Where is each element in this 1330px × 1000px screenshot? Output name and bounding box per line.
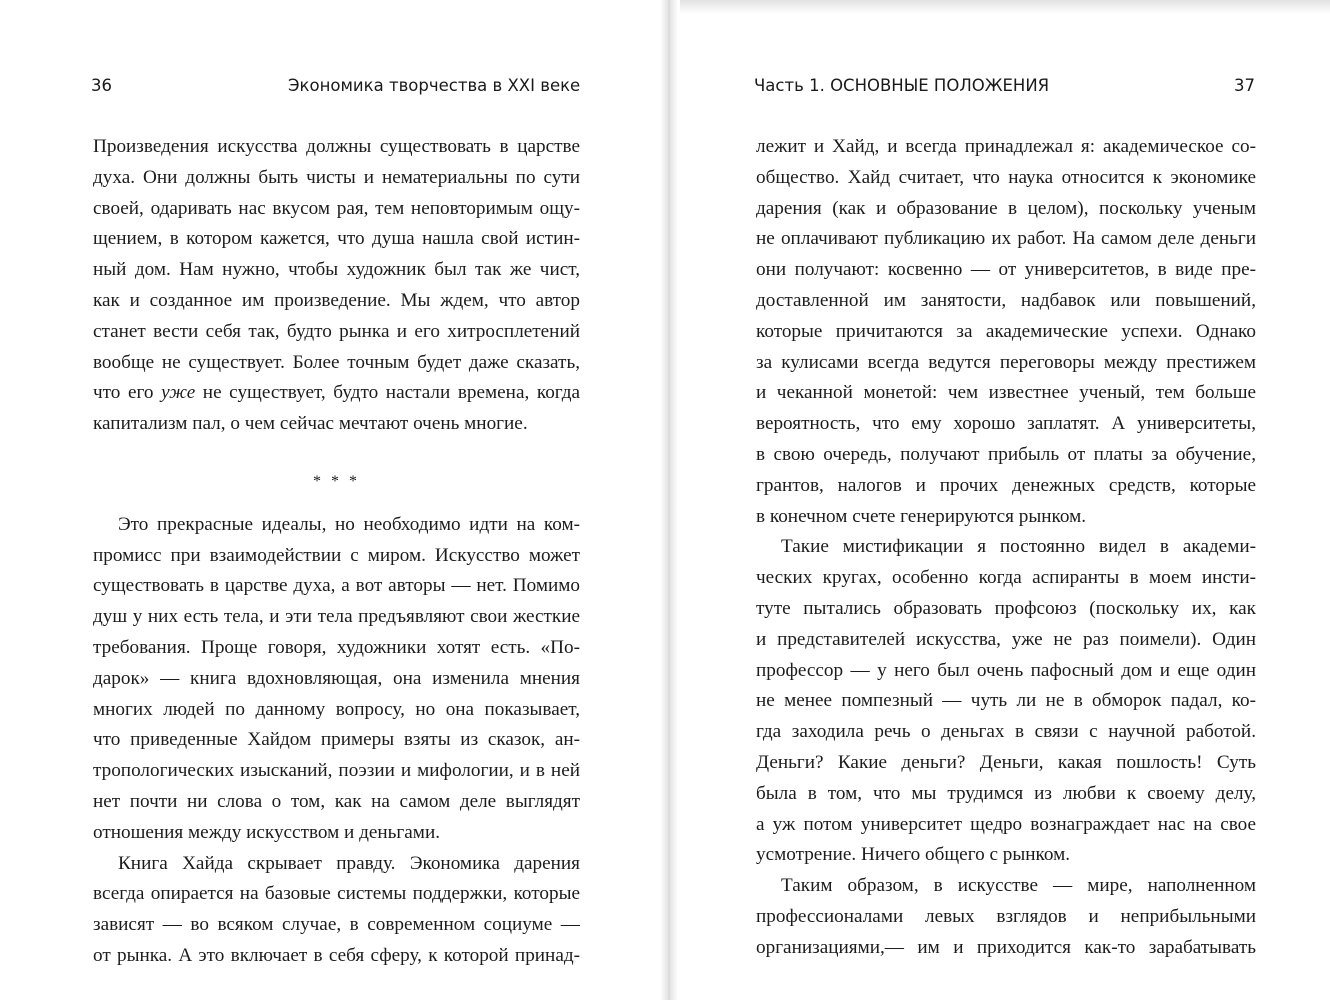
text-line: ный дом. Нам нужно, чтобы художник был так же чист,	[93, 259, 580, 281]
text-line: душ у них есть тела, и эти тела предъявляют свои жесткие	[93, 606, 580, 628]
text-line: Это прекрасные идеалы, но необходимо идти на ком-	[118, 513, 580, 535]
text-line: дарения (как и образование в целом), поскольку ученым	[756, 197, 1256, 219]
text-line: станет вести себя так, будто рынка и его хитросплетений	[93, 320, 580, 342]
text-line: лежит и Хайд, и всегда принадлежал я: академическое со-	[756, 136, 1256, 157]
paragraph	[756, 132, 1256, 532]
text-line: в свою очередь, получают прибыль от платы за обучение,	[756, 443, 1256, 465]
paragraph	[93, 132, 580, 440]
text-line: Произведения искусства должны существовать в царстве	[93, 136, 580, 157]
text-line: нет почти ни слова о том, как на самом деле выглядят	[93, 790, 580, 812]
text-line: и представителей искусства, уже не раз поимели). Один	[756, 628, 1256, 650]
page-body	[756, 132, 1256, 964]
text-line: существовать в царстве духа, а вот авторы — нет. Помимо	[93, 575, 580, 597]
text-line: промисс при взаимодействии с миром. Искусство может	[93, 544, 580, 566]
paragraph	[756, 532, 1256, 871]
text-line: капитализм пал, о чем сейчас мечтают очень многие.	[93, 413, 528, 435]
text-line: гда заходила речь о деньгах в связи с научной работой.	[756, 721, 1256, 743]
text-line: в конечном счете генерируются рынком.	[756, 505, 1087, 527]
text-line: вероятность, что ему хорошо заплатят. А университеты,	[756, 413, 1256, 435]
emphasized-word: уже	[161, 382, 196, 404]
text-line: общество. Хайд считает, что наука относится к экономике	[756, 166, 1256, 188]
text-line: своей, одаривать нас вкусом рая, тем неповторимым ощу-	[93, 197, 580, 219]
text-line: усмотрение. Ничего общего с рынком.	[756, 844, 1071, 866]
text-line: отношения между искусством и деньгами.	[93, 821, 441, 843]
text-line: профессионалами левых взглядов и неприбыльными	[756, 905, 1256, 927]
left-page	[0, 0, 660, 1000]
text-line: требования. Проще говоря, художники хотят есть. «По-	[93, 636, 580, 658]
text-line: Таким образом, в искусстве — мире, наполненном	[781, 875, 1256, 897]
text-line: и чеканной монетой: чем известнее ученый, тем больше	[756, 382, 1256, 404]
paragraph	[93, 510, 580, 849]
running-head: Экономика творчества в XXI веке	[288, 76, 581, 95]
text-line: зависят — во всяком случае, в современном социуме —	[93, 914, 580, 936]
text-line: щением, в котором кажется, что душа нашла свой истин-	[93, 228, 580, 250]
text-line: профессор — у него был очень пафосный дом и еще один	[756, 659, 1256, 681]
running-head: Часть 1. ОСНОВНЫЕ ПОЛОЖЕНИЯ	[754, 76, 1050, 95]
text-line: не оплачивают публикацию их работ. На самом деле деньги	[756, 228, 1256, 250]
text-line: Деньги? Какие деньги? Деньги, какая пошлость! Суть	[756, 751, 1256, 773]
text-line: Книга Хайда скрывает правду. Экономика дарения	[118, 852, 580, 874]
text-line: от рынка. А это включает в себя сферу, к которой принад-	[93, 944, 580, 966]
text-line: которые причитаются за академические успехи. Однако	[756, 320, 1256, 342]
right-page	[678, 0, 1330, 1000]
text-line: духа. Они должны быть чисты и нематериальны по сути	[93, 166, 580, 188]
text-line: а уж потом университет щедро вознаграждает нас на свое	[756, 813, 1256, 835]
text-line: тропологических изысканий, поэзии и мифологии, и в ней	[93, 760, 580, 782]
text-line: как и созданное им произведение. Мы ждем, что автор	[93, 289, 580, 311]
page-number: 36	[91, 76, 112, 95]
text-line: ческих кругах, особенно когда аспиранты в моем инсти-	[756, 567, 1256, 589]
text-line: они получают: косвенно — от университетов, в виде пре-	[756, 259, 1256, 281]
text-line: дарок» — книга вдохновляющая, она изменила мнения	[93, 667, 580, 689]
text-line: многих людей по данному вопросу, но она показывает,	[93, 698, 580, 720]
paragraph	[93, 849, 580, 972]
text-line: за кулисами всегда ведутся переговоры между престижем	[756, 351, 1256, 373]
page-number: 37	[1234, 76, 1255, 95]
text-line: Такие мистификации я постоянно видел в академи-	[781, 536, 1256, 558]
book-gutter	[660, 0, 678, 1000]
text-line: что его уже не существует, будто настали времена, когда	[93, 382, 580, 404]
section-separator: * * *	[313, 472, 360, 490]
text-line: была в том, что мы трудимся из любви к своему делу,	[756, 782, 1256, 804]
text-line: всегда опирается на базовые системы поддержки, которые	[93, 883, 580, 905]
text-line: не менее помпезный — чуть ли не в обморок падал, ко-	[756, 690, 1256, 712]
page-body	[93, 132, 580, 972]
text-line: грантов, налогов и прочих денежных средств, которые	[756, 474, 1256, 496]
text-line: вообще не существует. Более точным будет даже сказать,	[93, 351, 580, 373]
text-line: организациями,— им и приходится как-то зарабатывать	[756, 936, 1256, 958]
text-line: что приведенные Хайдом примеры взяты из сказок, ан-	[93, 729, 580, 751]
paragraph	[756, 871, 1256, 963]
text-line: туте пытались образовать профсоюз (поскольку их, как	[756, 597, 1256, 619]
text-line: доставленной им занятости, надбавок или повышений,	[756, 289, 1256, 311]
